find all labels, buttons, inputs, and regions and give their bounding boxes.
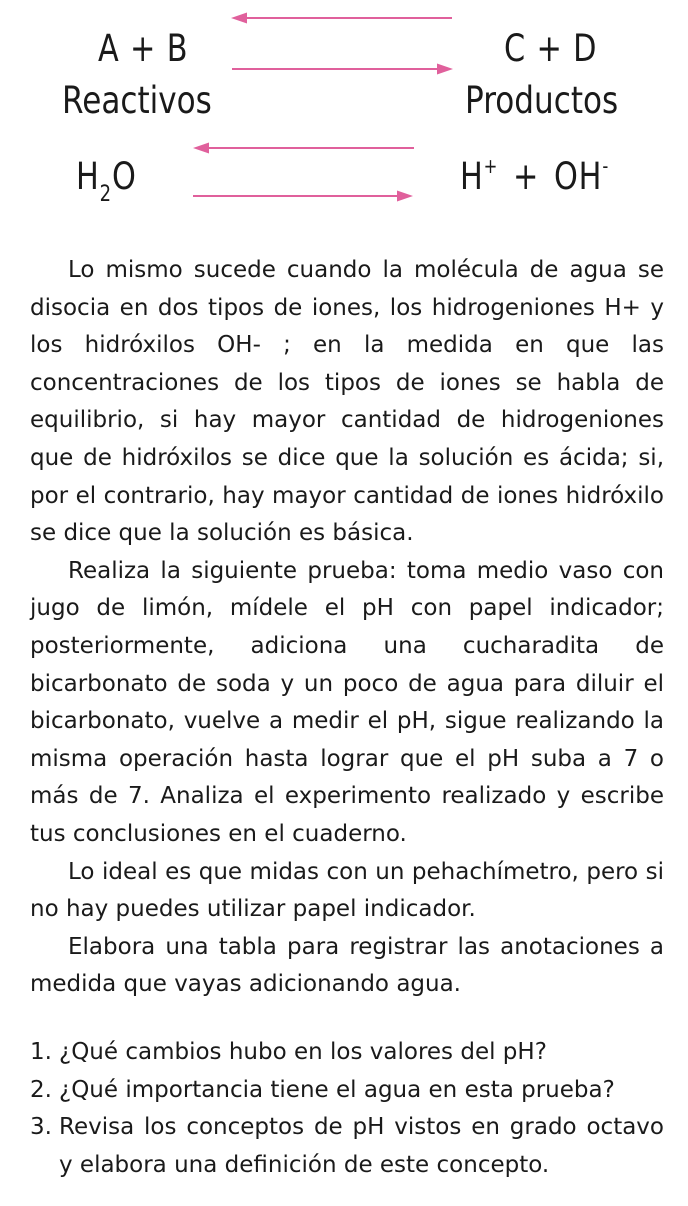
question-number: 1.	[30, 1039, 52, 1065]
equation-1-forward-arrow-icon	[232, 64, 453, 75]
products-label: Productos	[465, 79, 619, 122]
question-item	[30, 1109, 664, 1184]
hydroxide-ion: OH	[553, 155, 603, 198]
question-item	[30, 1072, 664, 1110]
hydroxide-ion-charge: -	[602, 154, 610, 178]
equation-2-forward-arrow-icon	[193, 191, 413, 202]
water-subscript: 2	[99, 182, 112, 207]
paragraph-dissociation: Lo mismo sucede cuando la molécula de agua se disocia en dos tipos de iones, los hidrogeniones H+ y los hidróxilos OH- ; en la medida en que las concentraciones de los tipos de iones se habla de equilibrio, si hay mayor cantidad de hidrogeniones que de hidróxilos se dice que la solución es ácida; si, por el contrario, hay mayor cantidad de iones hidróxilo se dice que la solución es básica.	[30, 257, 664, 547]
question-text: ¿Qué importancia tiene el agua en esta prueba?	[59, 1076, 615, 1103]
equilibrium-arrows	[0, 0, 688, 230]
paragraph-table: Elabora una tabla para registrar las anotaciones a medida que vayas adicionando agua.	[30, 933, 664, 998]
water-h: H	[76, 155, 100, 198]
equation-2-reverse-arrow-icon	[193, 143, 414, 154]
hydrogen-ion-charge: +	[483, 154, 499, 178]
water-o: O	[111, 155, 137, 198]
plus-sign: +	[512, 155, 540, 198]
equation-1-reverse-arrow-icon	[231, 13, 452, 24]
paragraph-experiment: Realiza la siguiente prueba: toma medio vaso con jugo de limón, mídele el pH con papel indicador; posteriormente, adiciona una cucharadita de bicarbonato de soda y un poco de agua para diluir el bicarbonato, vuelve a medir el pH, sigue realizando la misma operación hasta lograr que el pH suba a 7 o más de 7. Analiza el experimento realizado y escribe tus conclusiones en el cuaderno.	[30, 557, 664, 847]
question-list	[30, 1034, 664, 1184]
question-item	[30, 1034, 664, 1072]
paragraph-measurement: Lo ideal es que midas con un pehachímetro, pero si no hay puedes utilizar papel indicador.	[30, 858, 664, 923]
question-number: 3.	[30, 1114, 52, 1141]
body-text	[30, 252, 664, 1004]
question-text: Revisa los conceptos de pH vistos en grado octavo y elabora una definición de este concepto.	[59, 1114, 664, 1178]
question-text: ¿Qué cambios hubo en los valores del pH?	[59, 1039, 547, 1065]
reactants-label: Reactivos	[62, 79, 212, 122]
question-number: 2.	[30, 1076, 52, 1103]
hydrogen-ion: H	[460, 155, 484, 198]
equation-1-products: C + D	[504, 27, 598, 70]
equation-1-reactants: A + B	[98, 27, 189, 70]
